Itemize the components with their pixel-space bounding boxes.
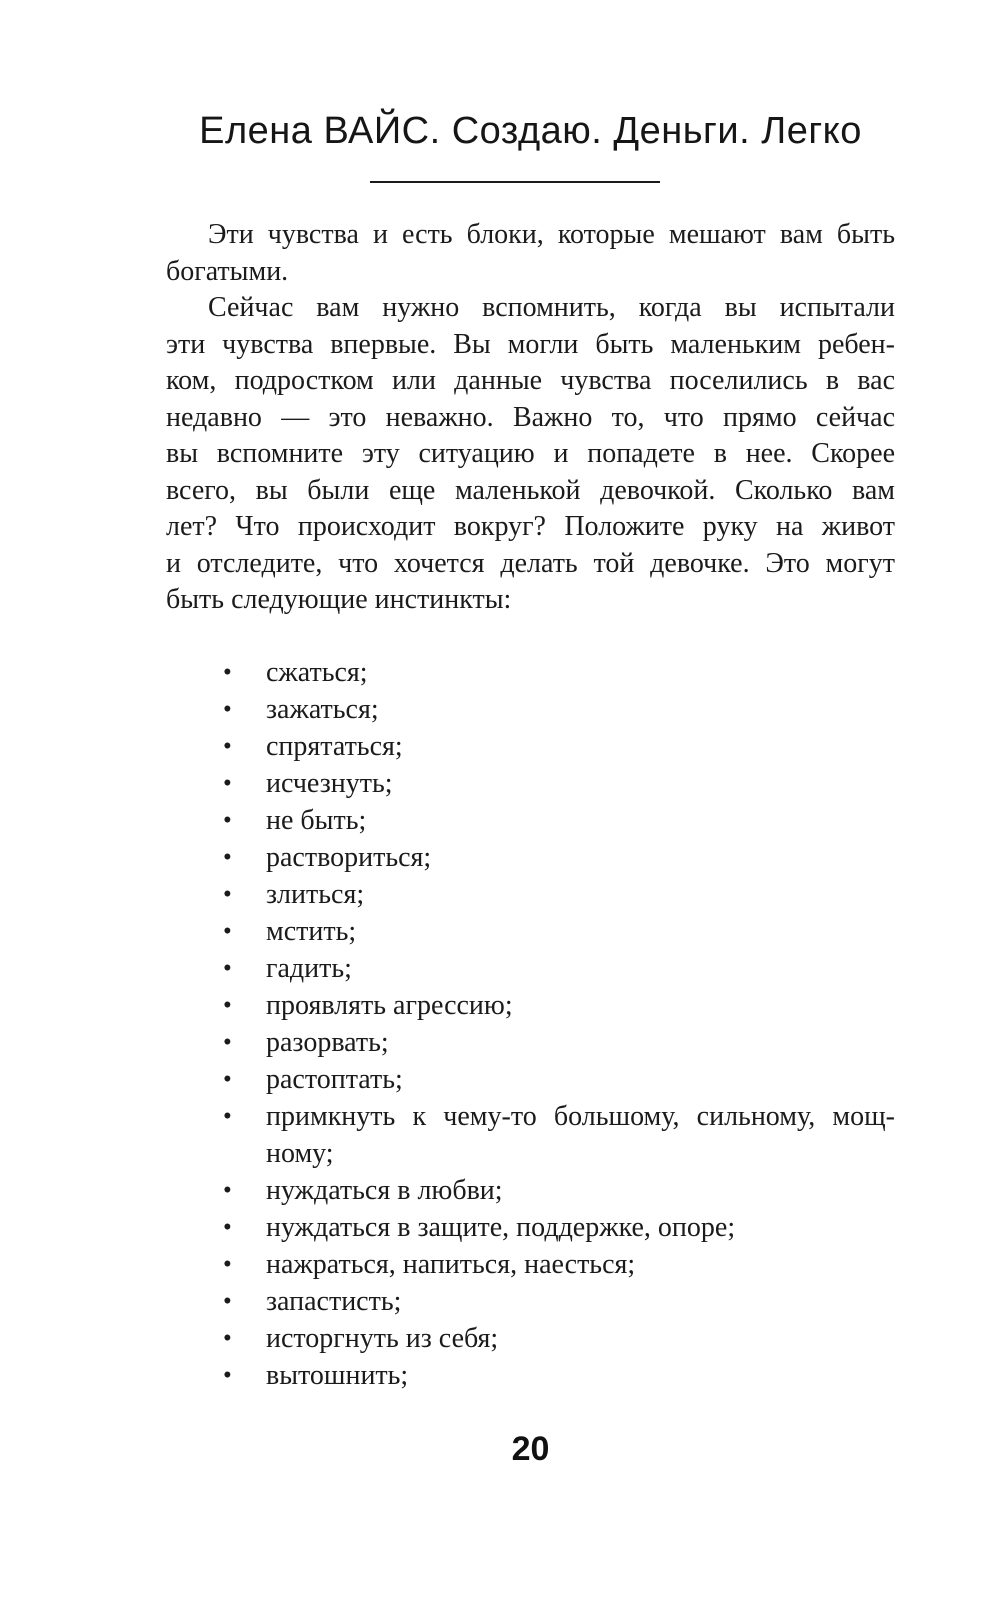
list-item-text — [266, 950, 895, 987]
list-item — [166, 802, 895, 839]
body-line: Эти чувства и есть блоки, которые мешают вам быть — [208, 219, 895, 250]
body-line: нуждаться в защите, поддержке, опоре; — [266, 1211, 736, 1243]
body-line: спрятаться; — [266, 730, 403, 762]
list-item-text — [266, 802, 895, 839]
list-item — [166, 1209, 895, 1246]
list-item-text — [266, 1246, 895, 1283]
list-item-text — [266, 1024, 895, 1061]
bullet-icon: • — [223, 806, 232, 834]
list-item — [166, 950, 895, 987]
list-item — [166, 1061, 895, 1098]
list-item — [166, 654, 895, 691]
list-item-text — [266, 839, 895, 876]
running-head-title: Елена ВАЙС. Создаю. Деньги. Легко — [199, 110, 862, 152]
list-item-text — [266, 728, 895, 765]
body-line: богатыми. — [166, 255, 289, 287]
body-line: раствориться; — [266, 841, 432, 873]
list-item — [166, 913, 895, 950]
list-item — [166, 1172, 895, 1209]
list-item — [166, 876, 895, 913]
bullet-icon: • — [223, 917, 232, 945]
body-line: недавно — это неважно. Важно то, что прямо сейчас — [166, 401, 895, 433]
list-item-text — [266, 765, 895, 802]
body-line: растоптать; — [266, 1063, 403, 1095]
list-item-text — [266, 1098, 895, 1172]
bullet-icon: • — [223, 1213, 232, 1241]
list-item — [166, 987, 895, 1024]
list-item-text — [266, 913, 895, 950]
bullet-icon: • — [223, 1324, 232, 1352]
list-item — [166, 1024, 895, 1061]
body-line: разорвать; — [266, 1026, 389, 1058]
body-line: мстить; — [266, 915, 357, 947]
page-number: 20 — [511, 1430, 550, 1468]
body-line: Сейчас вам нужно вспомнить, когда вы испытали — [208, 292, 895, 323]
body-line: лет? Что происходит вокруг? Положите руку на живот — [166, 511, 895, 542]
body-line: и отследите, что хочется делать той девочке. Это могут — [166, 547, 895, 579]
body-line: зажаться; — [266, 693, 379, 725]
body-line: вы вспомните эту ситуацию и попадете в нее. Скорее — [166, 438, 895, 469]
bullet-icon: • — [223, 1102, 232, 1130]
list-item — [166, 691, 895, 728]
bullet-icon: • — [223, 1176, 232, 1204]
bullet-icon: • — [223, 769, 232, 797]
list-item-text — [266, 691, 895, 728]
body-line: эти чувства впервые. Вы могли быть маленьким ребен- — [166, 328, 895, 360]
body-line: примкнуть к чему-то большому, сильному, мощ- — [266, 1100, 895, 1132]
bullet-icon: • — [223, 1361, 232, 1389]
body-line: ному; — [266, 1137, 334, 1169]
body-line: запастисть; — [266, 1285, 402, 1317]
bullet-icon: • — [223, 695, 232, 723]
list-item — [166, 1357, 895, 1394]
body-line: нуждаться в любви; — [266, 1174, 503, 1206]
list-item-text — [266, 1357, 895, 1394]
bullet-icon: • — [223, 732, 232, 760]
bullet-icon: • — [223, 843, 232, 871]
body-line: злиться; — [266, 878, 365, 910]
list-item — [166, 1320, 895, 1357]
list-item-text — [266, 1061, 895, 1098]
body-line: нажраться, напиться, наесться; — [266, 1248, 636, 1280]
paragraph — [166, 290, 895, 619]
bullet-icon: • — [223, 1250, 232, 1278]
body-line: всего, вы были еще маленькой девочкой. Сколько вам — [166, 474, 895, 506]
body-line: гадить; — [266, 952, 352, 984]
list-item — [166, 1246, 895, 1283]
list-item-text — [266, 1209, 895, 1246]
list-item — [166, 765, 895, 802]
body-line: исторгнуть из себя; — [266, 1322, 499, 1354]
body-line: проявлять агрессию; — [266, 989, 513, 1021]
list-item-text — [266, 1283, 895, 1320]
list-item-text — [266, 876, 895, 913]
list-item — [166, 839, 895, 876]
bullet-icon: • — [223, 880, 232, 908]
body-line: быть следующие инстинкты: — [166, 584, 512, 615]
list-item-text — [266, 987, 895, 1024]
list-item-text — [266, 1172, 895, 1209]
body-line: не быть; — [266, 804, 367, 836]
bullet-icon: • — [223, 1065, 232, 1093]
header-rule — [370, 181, 660, 183]
bullet-icon: • — [223, 1287, 232, 1315]
bullet-icon: • — [223, 658, 232, 686]
paragraph — [166, 217, 895, 290]
list-item — [166, 728, 895, 765]
bullet-icon: • — [223, 1028, 232, 1056]
body-line: вытошнить; — [266, 1359, 409, 1391]
page-body — [166, 217, 895, 1394]
list-item — [166, 1283, 895, 1320]
list-item — [166, 1098, 895, 1172]
bullet-icon: • — [223, 991, 232, 1019]
body-line: исчезнуть; — [266, 767, 393, 799]
instincts-list — [166, 654, 895, 1394]
body-line: сжаться; — [266, 656, 368, 688]
list-item-text — [266, 654, 895, 691]
bullet-icon: • — [223, 954, 232, 982]
list-item-text — [266, 1320, 895, 1357]
body-line: ком, подростком или данные чувства поселились в вас — [166, 365, 895, 396]
